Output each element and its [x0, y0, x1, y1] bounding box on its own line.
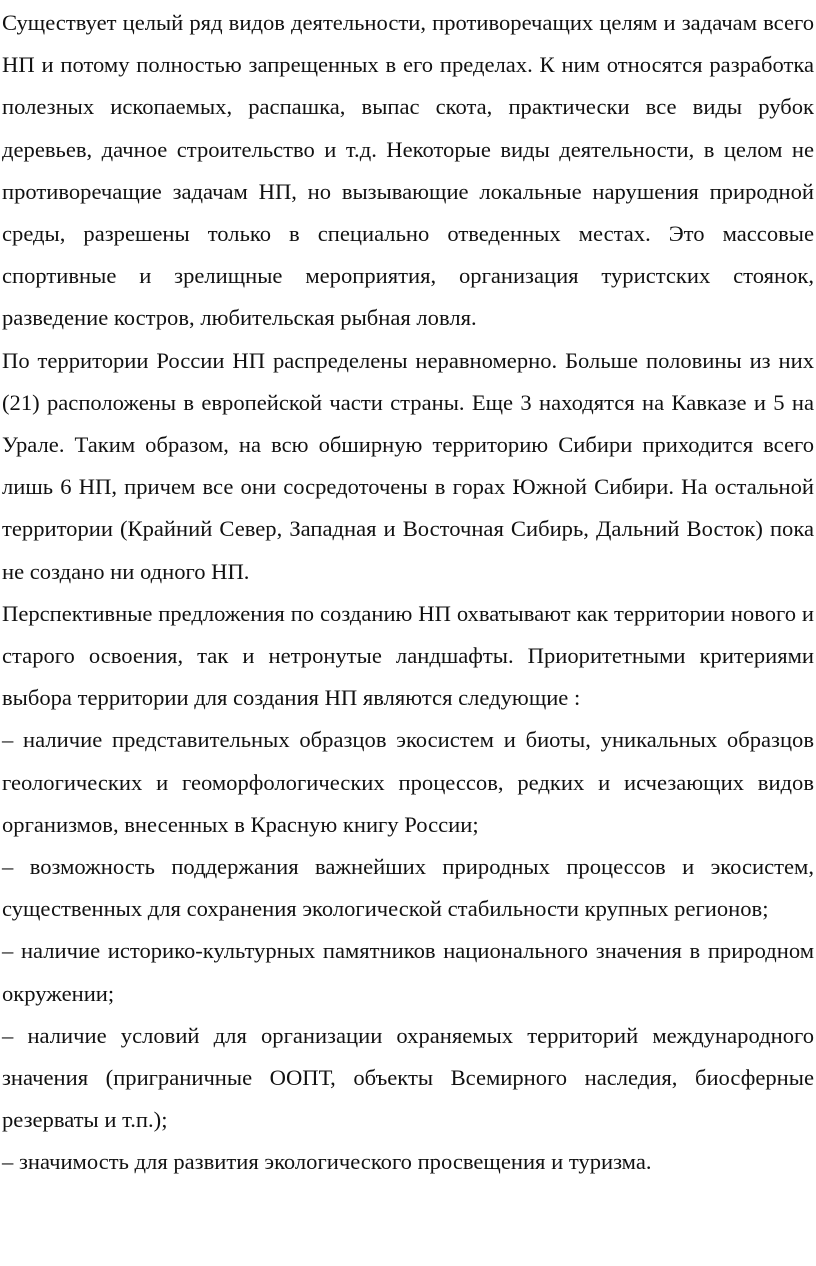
list-item-criterion-ecosystems: – наличие представительных образцов экосистем и биоты, уникальных образцов геологических и геоморфологических процессов, редких и исчезающих видов организмов, внесенных в Красную книгу России; [2, 727, 814, 837]
paragraph-prohibited-activities: Существует целый ряд видов деятельности, противоречащих целям и задачам всего НП и потому полностью запрещенных в его пределах. К ним относятся разработка полезных ископаемых, распашка, выпас скота, практически все виды рубок деревьев, дачное строительство и т.д. Некоторые виды деятельности, в целом не противоречащие задачам НП, но вызывающие локальные нарушения природной среды, разрешены только в специально отведенных местах. Это массовые спортивные и зрелищные мероприятия, организация туристских стоянок, разведение костров, любительская рыбная ловля. [2, 10, 814, 331]
list-item-criterion-education: – значимость для развития экологического просвещения и туризма. [2, 1149, 652, 1175]
list-item-criterion-international: – наличие условий для организации охраняемых территорий международного значения (приграничные ООПТ, объекты Всемирного наследия, биосферные резерваты и т.п.); [2, 1022, 814, 1133]
list-item-criterion-monuments: – наличие историко-культурных памятников национального значения в природном окружении; [2, 938, 814, 1006]
list-item-criterion-processes: – возможность поддержания важнейших природных процессов и экосистем, существенных для сохранения экологической стабильности крупных регионов; [2, 854, 814, 922]
paragraph-distribution: По территории России НП распределены неравномерно. Больше половины из них (21) расположены в европейской части страны. Еще 3 находятся на Кавказе и 5 на Урале. Таким образом, на всю обширную территорию Сибири приходится всего лишь 6 НП, причем все они сосредоточены в горах Южной Сибири. На остальной территории (Крайний Север, Западная и Восточная Сибирь, Дальний Восток) пока не создано ни одного НП. [2, 347, 814, 584]
paragraph-criteria-intro: Перспективные предложения по созданию НП охватывают как территории нового и старого освоения, так и нетронутые ландшафты. Приоритетными критериями выбора территории для создания НП являются следующие : [2, 600, 814, 711]
